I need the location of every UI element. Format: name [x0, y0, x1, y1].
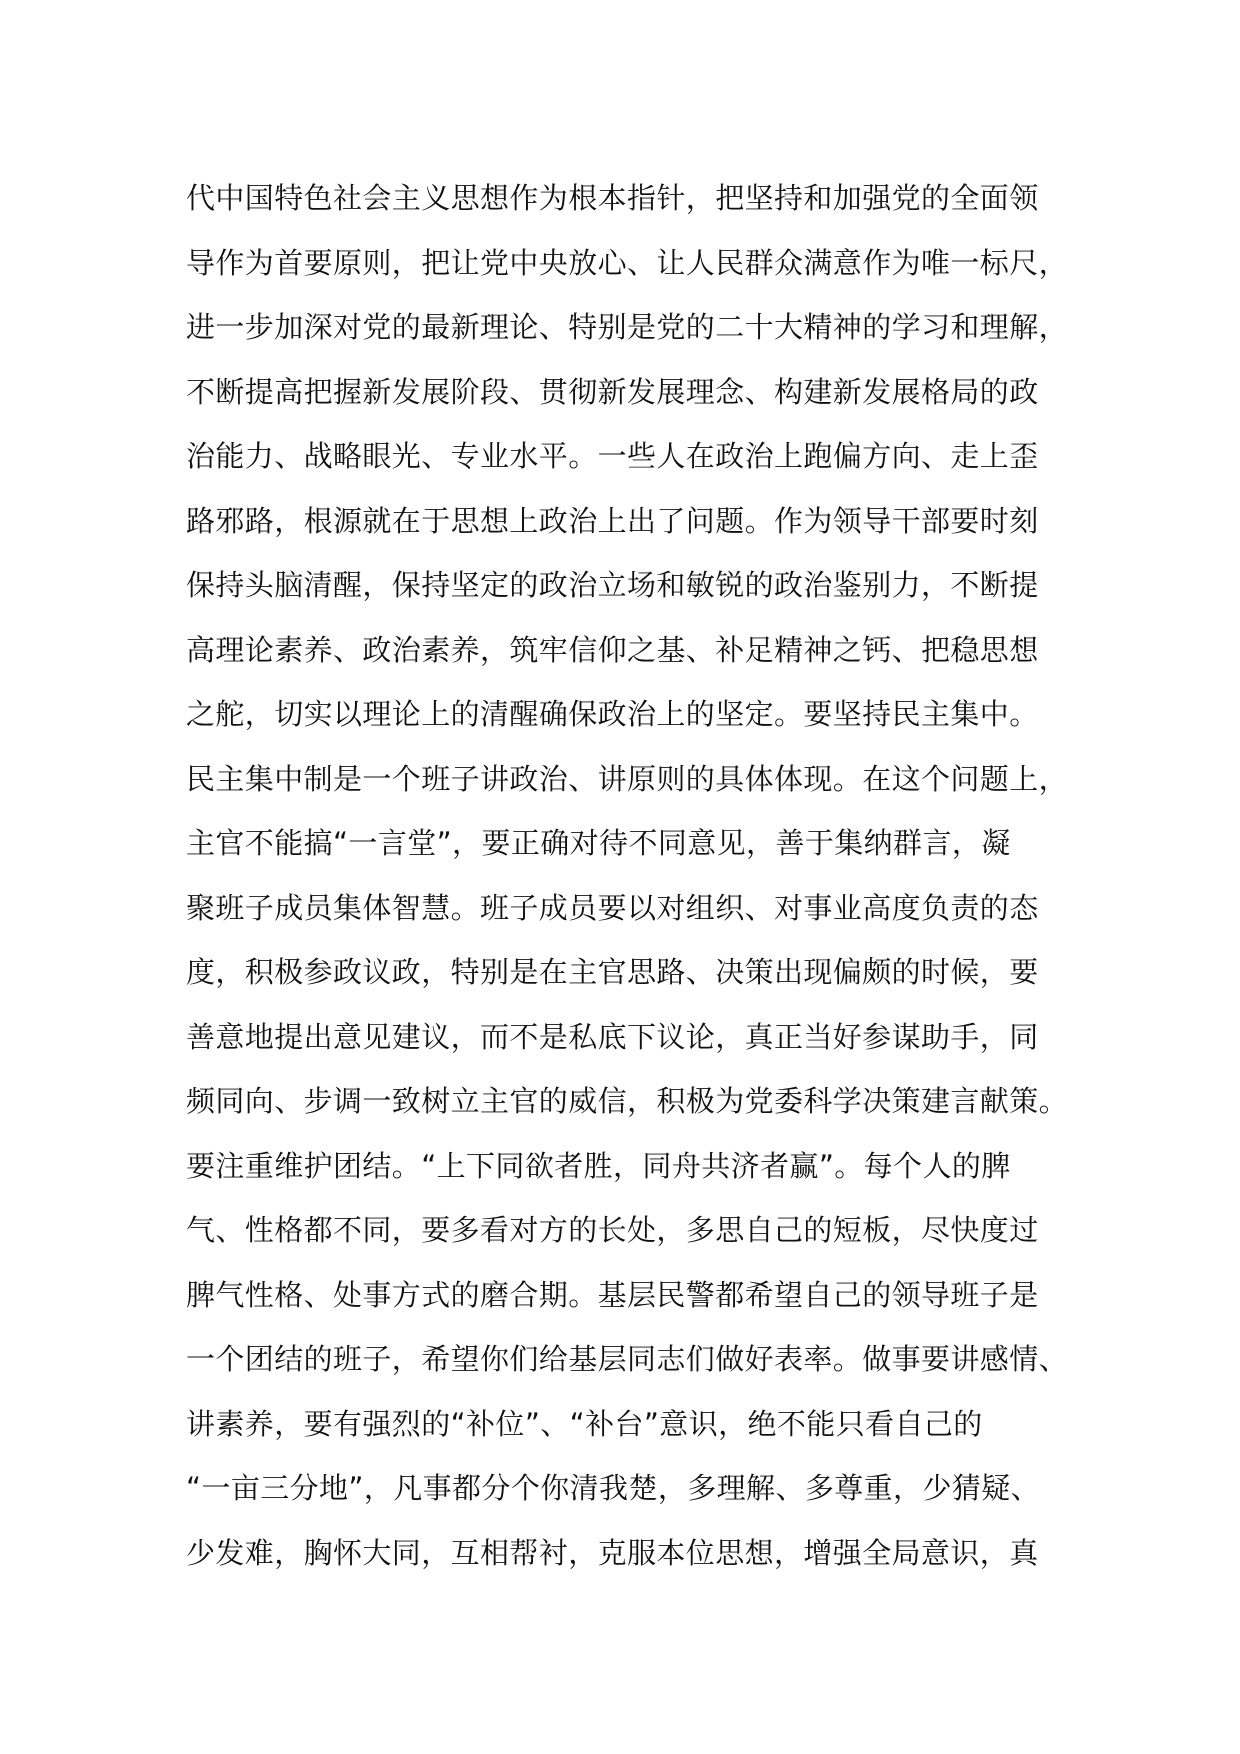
text-line: 导作为首要原则，把让党中央放心、让人民群众满意作为唯一标尺，: [186, 245, 1069, 280]
text-line: 路邪路，根源就在于思想上政治上出了问题。作为领导干部要时刻: [186, 503, 1039, 538]
text-line: “一亩三分地”，凡事都分个你清我楚，多理解、多尊重，少猜疑、: [186, 1471, 1041, 1505]
text-line: 代中国特色社会主义思想作为根本指针，把坚持和加强党的全面领: [186, 181, 1039, 215]
text-line: 要注重维护团结。“上下同欲者胜，同舟共济者赢”。每个人的脾: [186, 1148, 1011, 1183]
text-line: 保持头脑清醒，保持坚定的政治立场和敏锐的政治鉴别力，不断提: [186, 568, 1039, 602]
text-line: 进一步加深对党的最新理论、特别是党的二十大精神的学习和理解，: [186, 310, 1069, 344]
text-line: 不断提高把握新发展阶段、贯彻新发展理念、构建新发展格局的政: [186, 374, 1039, 409]
text-line: 频同向、步调一致树立主官的威信，积极为党委科学决策建言献策。: [186, 1084, 1069, 1118]
text-line: 主官不能搞“一言堂”，要正确对待不同意见，善于集纳群言，凝: [186, 826, 1011, 860]
body-text: [186, 166, 1086, 1585]
text-line: 民主集中制是一个班子讲政治、讲原则的具体体现。在这个问题上，: [186, 761, 1069, 796]
text-line: 治能力、战略眼光、专业水平。一些人在政治上跑偏方向、走上歪: [186, 439, 1039, 473]
text-line: 之舵，切实以理论上的清醒确保政治上的坚定。要坚持民主集中。: [186, 697, 1039, 731]
text-line: 少发难，胸怀大同，互相帮衬，克服本位思想，增强全局意识，真: [186, 1535, 1039, 1570]
text-line: 一个团结的班子，希望你们给基层同志们做好表率。做事要讲感情、: [186, 1342, 1069, 1376]
text-line: 讲素养，要有强烈的“补位”、“补台”意识，绝不能只看自己的: [186, 1406, 983, 1441]
text-line: 善意地提出意见建议，而不是私底下议论，真正当好参谋助手，同: [186, 1019, 1039, 1054]
text-line: 高理论素养、政治素养，筑牢信仰之基、补足精神之钙、把稳思想: [186, 632, 1039, 667]
text-line: 脾气性格、处事方式的磨合期。基层民警都希望自己的领导班子是: [186, 1277, 1039, 1312]
text-line: 度，积极参政议政，特别是在主官思路、决策出现偏颇的时候，要: [186, 955, 1039, 989]
text-line: 聚班子成员集体智慧。班子成员要以对组织、对事业高度负责的态: [186, 890, 1039, 925]
text-line: 气、性格都不同，要多看对方的长处，多思自己的短板，尽快度过: [186, 1213, 1039, 1247]
